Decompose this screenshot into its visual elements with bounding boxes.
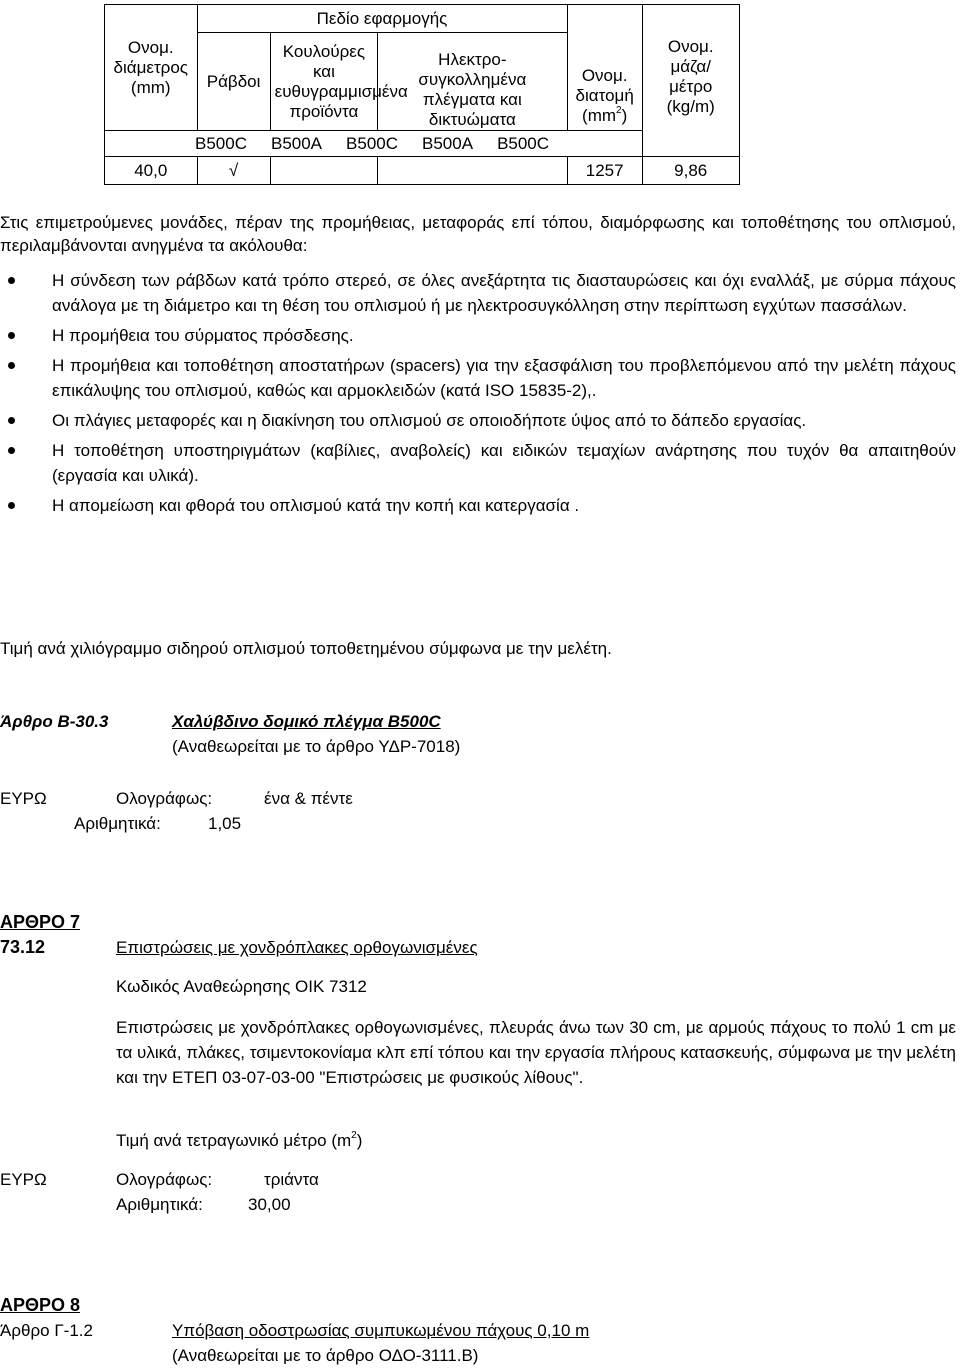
header-nominal-section: Ονομ. διατομή $(mm^2)$ [567, 5, 642, 131]
bullet-icon [8, 277, 15, 284]
price-words-label: Ολογράφως: [116, 789, 213, 808]
header-bars: Ράβδοι [197, 33, 270, 131]
revision-code: Κωδικός Αναθεώρησης ΟΙΚ 7312 [116, 977, 367, 996]
price-number: 1,05 [208, 814, 242, 833]
list-item: Οι πλάγιες μεταφορές και η διακίνηση του οπλισμού σε οποιοδήποτε ύψος από το δάπεδο εργασίας. [0, 408, 956, 433]
article-reference: (Αναθεωρείται με το άρθρο ΥΔΡ-7018) [172, 737, 461, 756]
header-scope: Πεδίο εφαρμογής [197, 5, 567, 33]
header-welded-mesh: Ηλεκτρο- συγκολλημένα πλέγματα και δικτυώματα [378, 33, 567, 131]
bullet-icon [8, 502, 15, 509]
article-7-description: Επιστρώσεις με χονδρόπλακες ορθογωνισμένες, πλευράς άνω των 30 cm, με αρμούς πάχους το πολύ 1 cm με τα υλικά, πλάκες, τσιμεντοκονίαμα κλπ επί τόπου και την εργασία πλήρους κατασκευής, σύμφωνα με την μελέτη και την ΕΤΕΠ 03-07-03-00 "Επιστρώσεις με φυσικούς λίθους". [116, 1018, 956, 1087]
grade-4: B500A [422, 133, 474, 153]
article-8-heading: ΑΡΘΡΟ 8 [0, 1295, 81, 1315]
list-item: Η προμήθεια του σύρματος πρόσδεσης. [0, 323, 956, 348]
cell-diameter: 40,0 [105, 157, 198, 185]
list-item: Η τοποθέτηση υποστηριγμάτων (καβίλιες, αναβολείς) και ειδικών τεμαχίων ανάρτησης που τυχόν θα απαιτηθούν (εργασία και υλικά). [0, 438, 956, 488]
article-7-heading: ΑΡΘΡΟ 7 [0, 912, 81, 932]
article-code: Άρθρο Β-30.3 [0, 712, 109, 731]
currency-label: ΕΥΡΩ [0, 1170, 47, 1189]
grades-row [105, 131, 643, 157]
list-item: Η σύνδεση των ράβδων κατά τρόπο στερεό, σε όλες ανεξάρτητα τις διασταυρώσεις και όχι εναλλάξ, με σύρμα πάχους ανάλογα με τη διάμετρο και τη θέση του οπλισμού ή με ηλεκτροσυγκόλληση στην περίπτωση εγχύτων πασσάλων. [0, 268, 956, 318]
unit-price-note: Τιμή ανά τετραγωνικό μέτρο $(m^2)$ [116, 1130, 363, 1150]
cell-section: 1257 [567, 157, 642, 185]
article-title: Χαλύβδινο δομικό πλέγμα B500C [172, 712, 441, 731]
bullet-icon [8, 417, 15, 424]
article-8-title: Υπόβαση οδοστρωσίας συμπυκωμένου πάχους 0,10 m [172, 1321, 590, 1340]
bullet-icon [8, 447, 15, 454]
price-number: 30,00 [248, 1195, 291, 1214]
inclusions-list [0, 268, 960, 523]
bullet-icon [8, 332, 15, 339]
list-item: Η απομείωση και φθορά του οπλισμού κατά την κοπή και κατεργασία . [0, 493, 956, 518]
cell-empty-1 [270, 157, 378, 185]
article-7-title: Επιστρώσεις με χονδρόπλακες ορθογωνισμένες [116, 938, 478, 957]
specification-table [104, 4, 858, 185]
grade-2: B500A [270, 133, 323, 153]
article-7-code: 73.12 [0, 937, 46, 957]
grade-1: B500C [195, 133, 247, 153]
price-number-label: Αριθμητικά: [116, 1195, 203, 1214]
list-item: Η προμήθεια και τοποθέτηση αποστατήρων (spacers) για την εξασφάλιση του προβλεπόμενου από την μελέτη πάχους επικάλυψης του οπλισμού, καθώς και αρμοκλειδών (κατά ISO 15835-2),. [0, 353, 956, 403]
price-words-label: Ολογράφως: [116, 1170, 213, 1189]
header-coils: Κουλούρες και ευθυγραμμισμένα προϊόντα [270, 33, 378, 131]
price-note: Τιμή ανά χιλιόγραμμο σιδηρού οπλισμού τοποθετημένου σύμφωνα με την μελέτη. [0, 639, 612, 658]
bullet-icon [8, 362, 15, 369]
grade-5: B500C [497, 133, 550, 153]
article-8-code: Άρθρο Γ-1.2 [0, 1321, 93, 1340]
price-number-label: Αριθμητικά: [74, 814, 161, 833]
grade-3: B500C [346, 133, 399, 153]
article-8-reference: (Αναθεωρείται με το άρθρο ΟΔΟ-3111.Β) [172, 1346, 479, 1365]
currency-label: ΕΥΡΩ [0, 789, 47, 808]
price-words: τριάντα [264, 1170, 319, 1189]
cell-empty-2 [378, 157, 567, 185]
header-nominal-mass: Ονομ. μάζα/ μέτρο (kg/m) [642, 5, 739, 157]
intro-paragraph: Στις επιμετρούμενες μονάδες, πέραν της προμήθειας, μεταφοράς επί τόπου, διαμόρφωσης και τοποθέτησης του οπλισμού, περιλαμβάνονται ανηγμένα τα ακόλουθα: [0, 213, 956, 255]
header-nominal-diameter: Ονομ. διάμετρος (mm) [105, 5, 198, 131]
cell-check: √ [197, 157, 270, 185]
cell-mass: 9,86 [642, 157, 739, 185]
price-words: ένα & πέντε [264, 789, 353, 808]
